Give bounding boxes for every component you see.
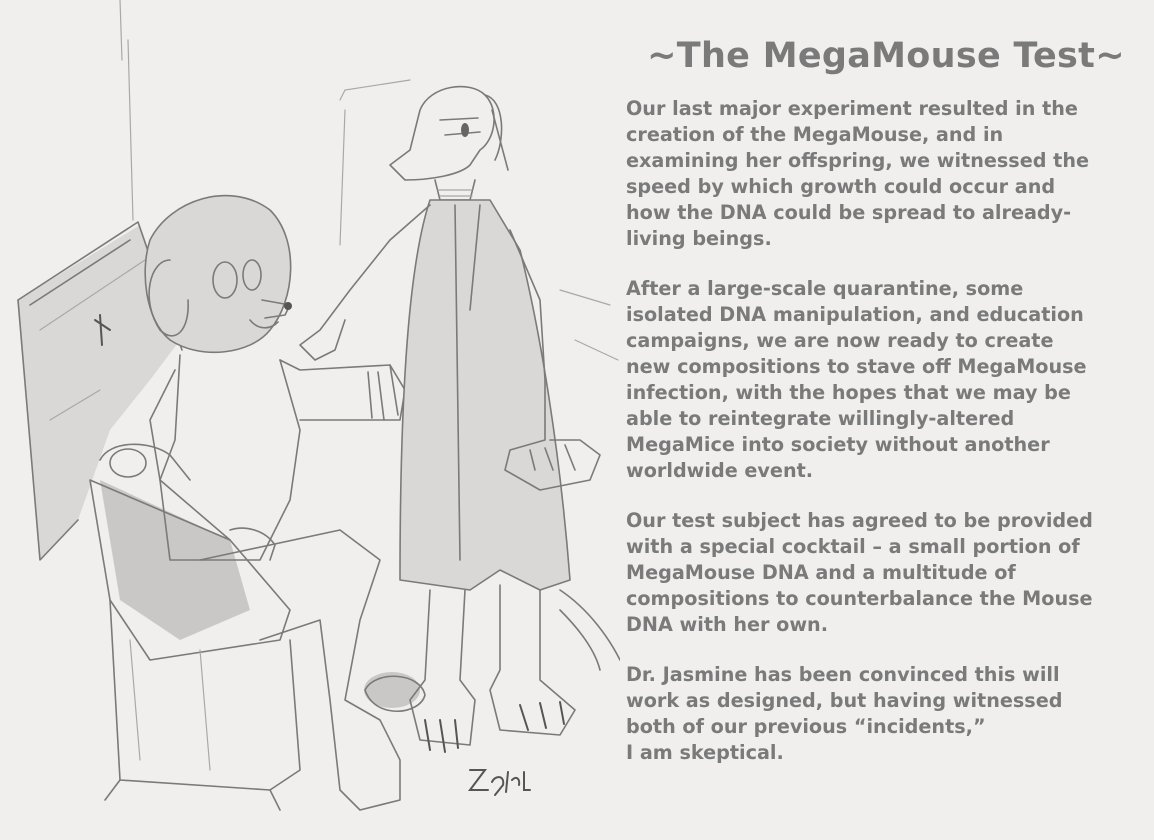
text-line: MegaMouse DNA and a multitude of <box>626 561 1016 584</box>
text-line: After a large-scale quarantine, some <box>626 277 1024 300</box>
text-line: speed by which growth could occur and <box>626 175 1056 198</box>
text-line: compositions to counterbalance the Mouse <box>626 587 1093 610</box>
paragraph-1 <box>626 96 1146 252</box>
text-line: able to reintegrate willingly-altered <box>626 407 1015 430</box>
artist-signature <box>470 770 530 795</box>
text-line: both of our previous “incidents,” <box>626 715 986 738</box>
paragraph-4 <box>626 662 1146 766</box>
text-line: living beings. <box>626 227 772 250</box>
text-line: with a special cocktail – a small portion of <box>626 535 1080 558</box>
text-line: examining her offspring, we witnessed the <box>626 149 1090 172</box>
text-line: campaigns, we are now ready to create <box>626 329 1054 352</box>
text-line: MegaMice into society without another <box>626 433 1050 456</box>
paragraph-2 <box>626 276 1146 484</box>
seated-mouse-character <box>145 196 425 810</box>
text-line: I am skeptical. <box>626 741 784 764</box>
page-title: ~The MegaMouse Test~ <box>647 36 1125 76</box>
text-line: isolated DNA manipulation, and education <box>626 303 1084 326</box>
text-line: DNA with her own. <box>626 613 829 636</box>
text-line: Dr. Jasmine has been convinced this will <box>626 663 1060 686</box>
story-text-panel <box>626 36 1146 790</box>
text-line: Our last major experiment resulted in the <box>626 97 1078 120</box>
text-line: worldwide event. <box>626 459 814 482</box>
text-line: work as designed, but having witnessed <box>626 689 1063 712</box>
text-line: creation of the MegaMouse, and in <box>626 123 1004 146</box>
text-line: infection, with the hopes that we may be <box>626 381 1071 404</box>
text-line: new compositions to stave off MegaMouse <box>626 355 1087 378</box>
text-line: Our test subject has agreed to be provided <box>626 509 1093 532</box>
paragraph-3 <box>626 508 1146 638</box>
text-line: how the DNA could be spread to already- <box>626 201 1072 224</box>
